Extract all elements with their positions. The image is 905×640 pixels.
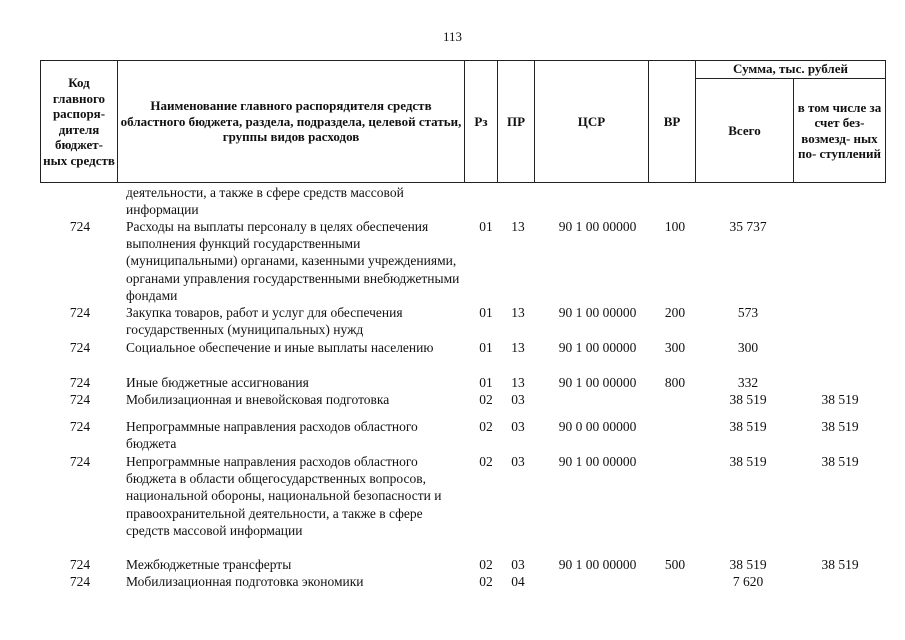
cell-vr: 100 [664,219,686,234]
cell-code: 724 [69,219,91,234]
header-vr: ВР [663,113,681,129]
cell-free: 38 519 [821,392,859,407]
cell-code: 724 [69,305,91,320]
cell-total: 300 [737,340,759,355]
cell-name: Непрограммные направления расходов областного бюджета в области общегосударственных вопросов, национальной обороны, национальной безопасности и правоохранительной деятельности, а также в сфере средств массовой информации [126,454,442,538]
cell-csr: 90 1 00 00000 [558,375,637,390]
cell-csr: 90 1 00 00000 [558,557,637,572]
header-pr: ПР [506,113,526,129]
cell-total: 573 [737,305,759,320]
table-header [40,60,886,183]
cell-total: 38 519 [729,557,767,572]
cell-total: 332 [737,375,759,390]
cell-name: Социальное обеспечение и иные выплаты населению [126,340,434,355]
cell-code: 724 [69,454,91,469]
header-rz: Рз [474,113,488,129]
cell-vr: 200 [664,305,686,320]
cell-name: Расходы на выплаты персоналу в целях обеспечения выполнения функций государственными (муниципальными) органами, казенными учреждениями, органами управления государственными внебюджетными фондами [126,219,460,303]
cell-code: 724 [69,574,91,589]
cell-code: 724 [69,557,91,572]
cell-code: 724 [69,340,91,355]
cell-pr: 03 [511,419,525,434]
header-name: Наименование главного распорядителя средств областного бюджета, раздела, подраздела, целевой статьи, группы видов расходов [120,98,462,145]
cell-csr: 90 1 00 00000 [558,219,637,234]
header-code: Код главного распоря- дителя бюджет- ных средств [43,75,115,168]
cell-rz: 02 [479,419,493,434]
cell-total: 35 737 [729,219,767,234]
header-csr: ЦСР [577,113,606,129]
cell-pr: 04 [511,574,525,589]
cell-pr: 13 [511,375,525,390]
cell-rz: 01 [479,375,493,390]
header-total: Всего [728,122,761,138]
cell-total: 7 620 [732,574,764,589]
cell-total: 38 519 [729,392,767,407]
cell-pr: 03 [511,557,525,572]
cell-code: 724 [69,419,91,434]
cell-name: Иные бюджетные ассигнования [126,375,309,390]
header-free-receipts: в том числе за счет без- возмезд- ных по- ступлений [797,99,882,161]
cell-total: 38 519 [729,419,767,434]
cell-name: Мобилизационная и вневойсковая подготовка [126,392,390,407]
cell-vr: 300 [664,340,686,355]
cell-rz: 01 [479,219,493,234]
cell-vr: 800 [664,375,686,390]
cell-free: 38 519 [821,454,859,469]
cell-free: 38 519 [821,557,859,572]
page-number: 113 [442,29,463,44]
cell-csr: 90 1 00 00000 [558,340,637,355]
cell-code: 724 [69,392,91,407]
cell-name: Закупка товаров, работ и услуг для обеспечения государственных (муниципальных) нужд [126,305,403,338]
cell-rz: 01 [479,340,493,355]
cell-pr: 03 [511,392,525,407]
cell-pr: 13 [511,219,525,234]
cell-csr: 90 1 00 00000 [558,305,637,320]
cell-free: 38 519 [821,419,859,434]
cell-pr: 03 [511,454,525,469]
cell-vr: 500 [664,557,686,572]
cell-pr: 13 [511,340,525,355]
cell-rz: 02 [479,574,493,589]
cell-total: 38 519 [729,454,767,469]
cell-code: 724 [69,375,91,390]
cell-rz: 02 [479,557,493,572]
cell-name: Межбюджетные трансферты [126,557,292,572]
cell-name: деятельности, а также в сфере средств массовой информации [126,185,404,218]
cell-rz: 02 [479,392,493,407]
cell-name: Мобилизационная подготовка экономики [126,574,364,589]
cell-pr: 13 [511,305,525,320]
cell-rz: 02 [479,454,493,469]
cell-csr: 90 0 00 00000 [558,419,637,434]
cell-rz: 01 [479,305,493,320]
header-sum-group: Сумма, тыс. рублей [733,61,848,77]
cell-csr: 90 1 00 00000 [558,454,637,469]
cell-name: Непрограммные направления расходов областного бюджета [126,419,418,452]
